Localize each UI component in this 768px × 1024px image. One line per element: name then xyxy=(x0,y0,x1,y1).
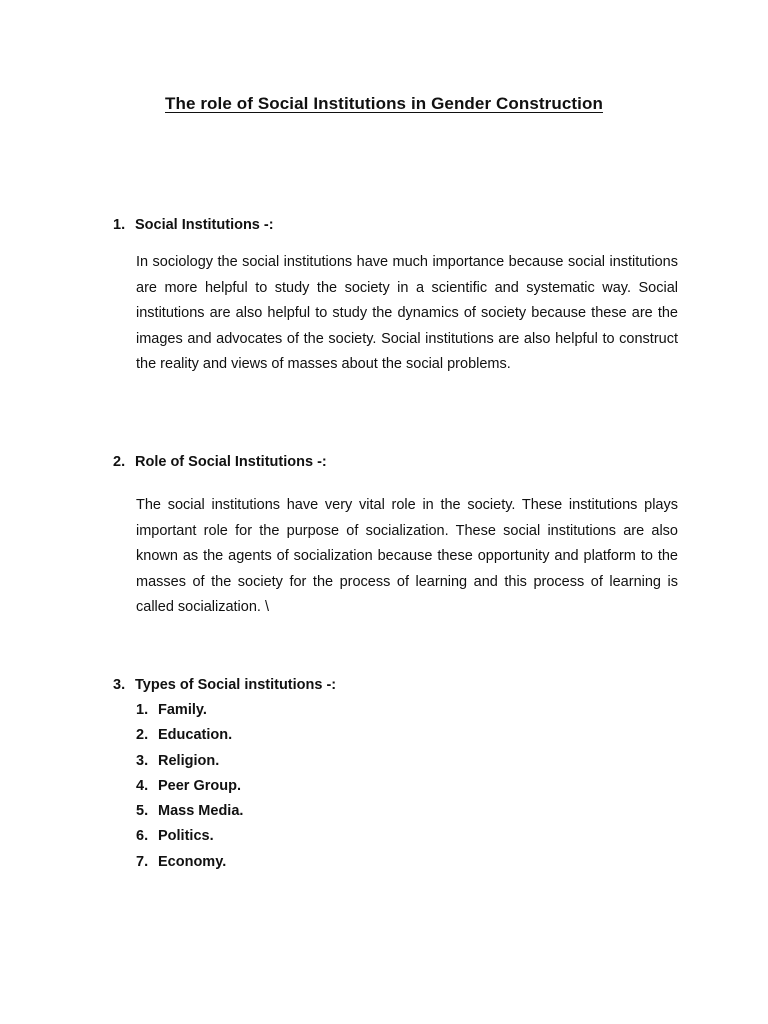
section-paragraph-role-of-social-institutions: The social institutions have very vital role in the society. These institutions plays important role for the purpose of socialization. These social institutions are also known as the agents of socialization because these opportunity and platform to the masses of the society for the process of learning and this process of learning is called socialization. \ xyxy=(136,497,678,616)
list-item-number: 3. xyxy=(136,752,149,769)
list-item-label: Family. xyxy=(158,702,207,718)
list-item-number: 5. xyxy=(136,803,149,820)
list-item-label: Economy. xyxy=(158,853,227,870)
section-number: 1. xyxy=(113,217,126,233)
list-item-number: 7. xyxy=(136,853,149,870)
list-item xyxy=(136,700,243,725)
section-heading-text: Social Institutions -: xyxy=(135,217,274,233)
types-list xyxy=(136,700,243,877)
document-title: The role of Social Institutions in Gender Construction xyxy=(165,94,603,113)
list-item xyxy=(136,801,243,826)
section-heading-text: Types of Social institutions -: xyxy=(135,677,337,693)
section-heading-text: Role of Social Institutions -: xyxy=(135,454,327,470)
list-item xyxy=(136,852,243,877)
list-item-label: Politics. xyxy=(158,828,214,845)
section-number: 2. xyxy=(113,454,126,470)
list-item xyxy=(136,751,243,776)
list-item-number: 4. xyxy=(136,777,149,794)
list-item-number: 1. xyxy=(136,702,149,718)
list-item-label: Education. xyxy=(158,727,233,744)
section-heading-role-of-social-institutions xyxy=(113,452,327,472)
section-heading-types-of-social-institutions xyxy=(113,675,336,695)
list-item xyxy=(136,776,243,801)
list-item xyxy=(136,826,243,851)
section-heading-social-institutions xyxy=(113,215,274,235)
list-item-number: 2. xyxy=(136,727,149,744)
section-number: 3. xyxy=(113,677,126,693)
list-item-label: Peer Group. xyxy=(158,777,241,794)
list-item-label: Mass Media. xyxy=(158,803,244,820)
list-item xyxy=(136,725,243,750)
list-item-label: Religion. xyxy=(158,752,220,769)
list-item-number: 6. xyxy=(136,828,149,845)
section-paragraph-social-institutions: In sociology the social institutions have much importance because social institutions are more helpful to study the society in a scientific and systematic way. Social institutions are also helpful to study the dynamics of society because these are the images and advocates of the society. Social institutions are also helpful to construct the reality and views of masses about the social problems. xyxy=(136,254,678,373)
